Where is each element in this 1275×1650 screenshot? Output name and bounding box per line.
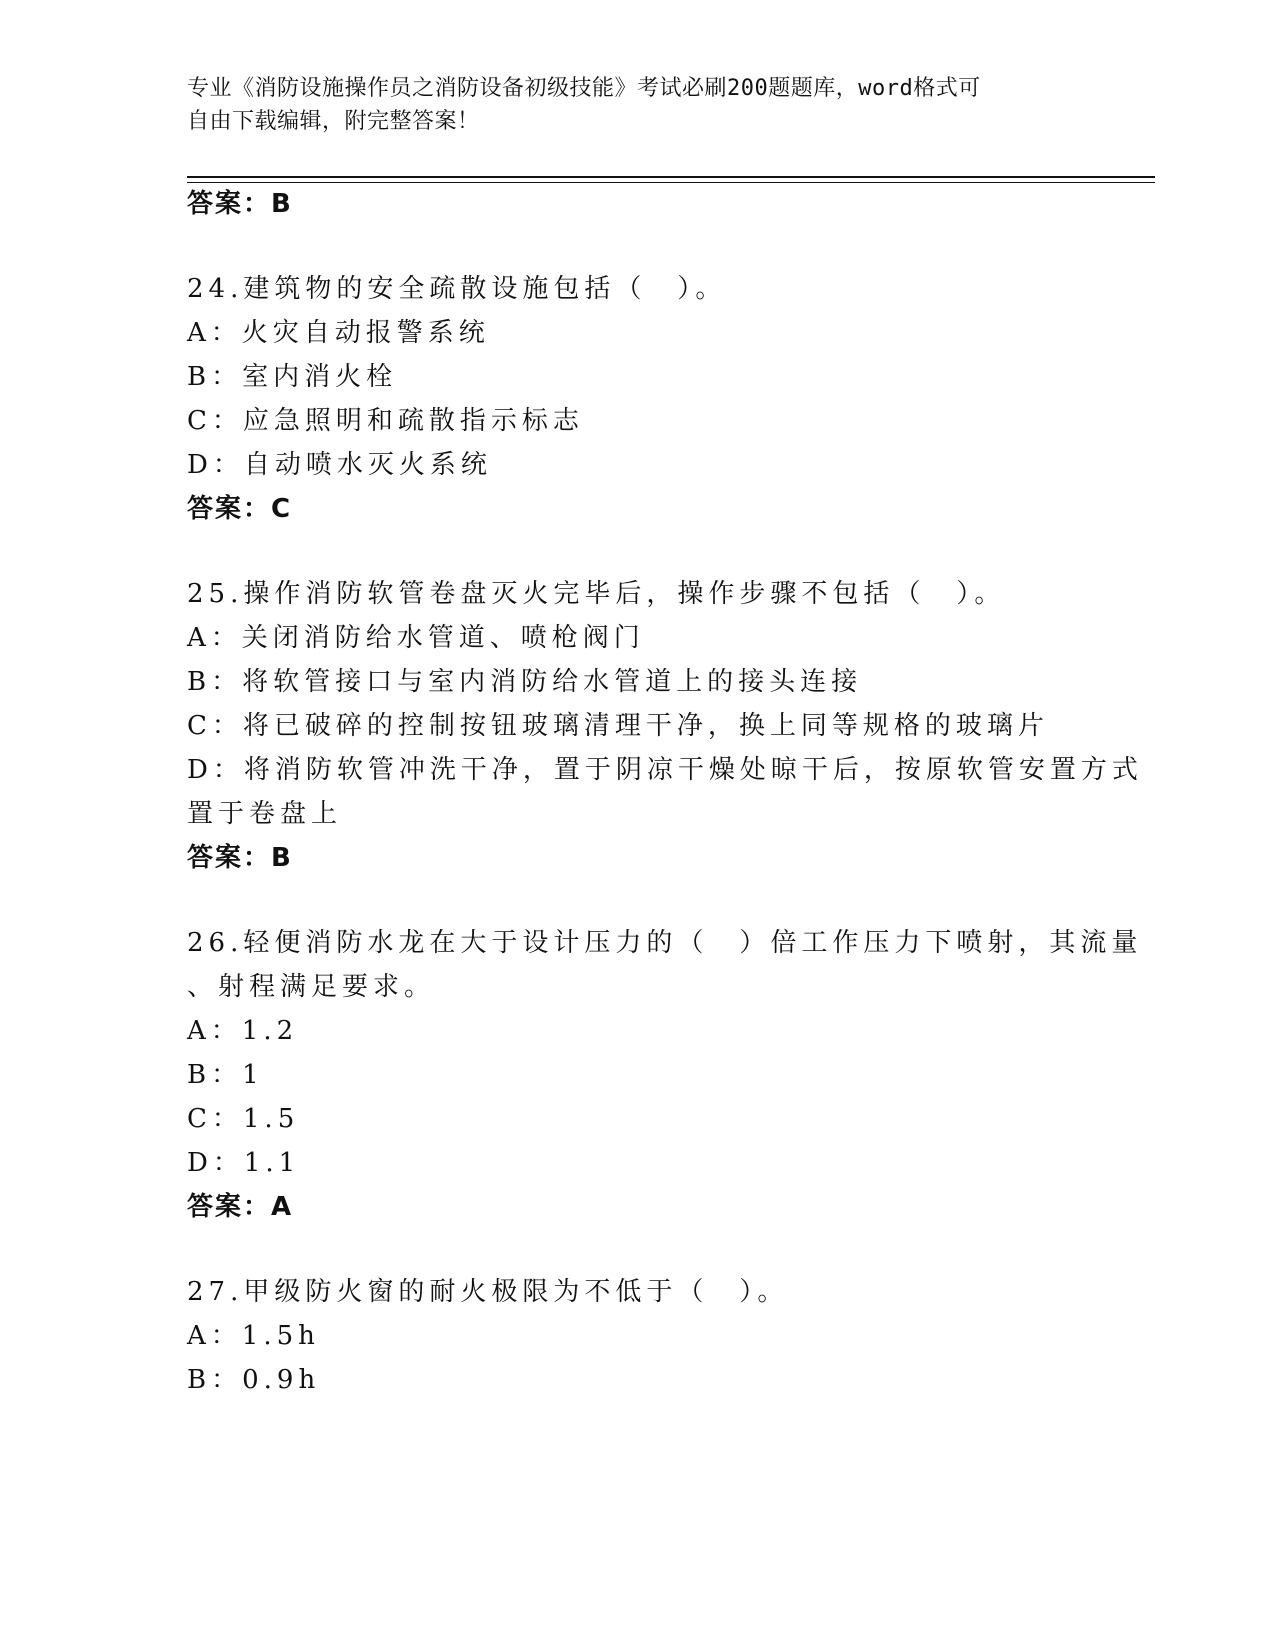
question-24-stem: 24.建筑物的安全疏散设施包括（ ）。 [187, 274, 727, 304]
answer-23: 答案：B [187, 189, 293, 219]
question-25-option-d-continued: 置于卷盘上 [187, 799, 343, 829]
question-25-option-c: C：将已破碎的控制按钮玻璃清理干净，换上同等规格的玻璃片 [187, 711, 1049, 741]
header-line-2: 自由下载编辑，附完整答案！ [187, 109, 480, 134]
question-26-option-d: D：1.1 [187, 1148, 301, 1178]
question-27-option-a: A：1.5h [187, 1321, 320, 1351]
question-24-option-b: B：室内消火栓 [187, 362, 398, 392]
question-24-answer: 答案：C [187, 494, 293, 524]
question-26-stem-continued: 、射程满足要求。 [187, 972, 436, 1002]
question-26-stem: 26.轻便消防水龙在大于设计压力的（ ）倍工作压力下喷射，其流量 [187, 928, 1143, 958]
question-25-option-a: A：关闭消防给水管道、喷枪阀门 [187, 623, 645, 653]
question-24-option-a: A：火灾自动报警系统 [187, 318, 490, 348]
question-25-stem: 25.操作消防软管卷盘灭火完毕后，操作步骤不包括（ ）。 [187, 579, 1006, 609]
question-24-option-c: C：应急照明和疏散指示标志 [187, 406, 584, 436]
question-25-answer: 答案：B [187, 843, 293, 873]
question-26-option-b: B：1 [187, 1060, 264, 1090]
question-25-option-d: D：将消防软管冲洗干净，置于阴凉干燥处晾干后，按原软管安置方式 [187, 755, 1143, 785]
header-divider-thin [187, 182, 1155, 183]
question-26-option-c: C：1.5 [187, 1104, 300, 1134]
document-header [187, 72, 1087, 138]
header-divider-thick [187, 176, 1155, 178]
question-26-answer: 答案：A [187, 1192, 294, 1222]
question-27-option-b: B：0.9h [187, 1365, 321, 1395]
question-27-stem: 27.甲级防火窗的耐火极限为不低于（ ）。 [187, 1277, 789, 1307]
question-24-option-d: D：自动喷水灭火系统 [187, 450, 492, 480]
question-25-option-b: B：将软管接口与室内消防给水管道上的接头连接 [187, 667, 863, 697]
question-26-option-a: A：1.2 [187, 1016, 299, 1046]
header-line-1: 专业《消防设施操作员之消防设备初级技能》考试必刷200题题库，word格式可 [187, 76, 981, 101]
